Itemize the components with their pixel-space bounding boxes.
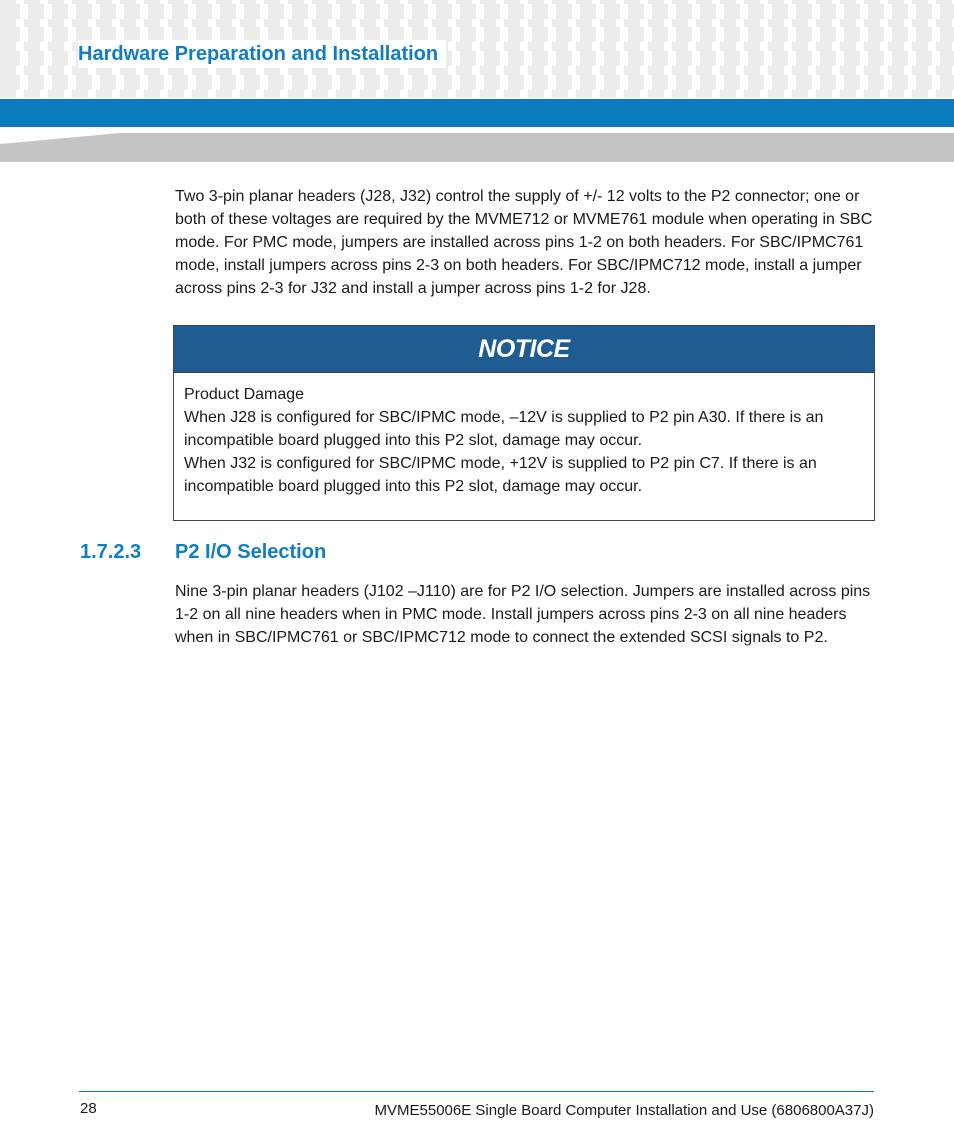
notice-line: When J32 is configured for SBC/IPMC mode, +12V is supplied to P2 pin C7. If there is an incompatible board plugged into this P2 slot, damage may occur. — [184, 455, 817, 495]
notice-body — [174, 373, 874, 508]
pattern-row — [4, 75, 954, 90]
notice-header — [174, 326, 874, 373]
header-blue-bar — [0, 99, 954, 127]
pattern-row — [4, 4, 954, 19]
section-number: 1.7.2.3 — [80, 541, 142, 563]
header-section-title: Hardware Preparation and Installation — [78, 40, 446, 68]
header-gray-wedge — [0, 130, 954, 162]
notice-label: NOTICE — [478, 334, 570, 363]
section-paragraph: Nine 3-pin planar headers (J102 –J110) are for P2 I/O selection. Jumpers are installed across pins 1-2 on all nine headers when in PMC mode. Install jumpers across pins 2-3 on all nine headers when in SBC/IPMC761 or SBC/IPMC712 mode to connect the extended SCSI signals to P2. — [175, 583, 871, 646]
document-title: MVME55006E Single Board Computer Installation and Use (6806800A37J) — [374, 1102, 874, 1119]
page-number: 28 — [80, 1100, 97, 1117]
section-title: P2 I/O Selection — [175, 541, 327, 563]
notice-box — [173, 325, 875, 521]
notice-line: When J28 is configured for SBC/IPMC mode, –12V is supplied to P2 pin A30. If there is an incompatible board plugged into this P2 slot, damage may occur. — [184, 409, 824, 449]
intro-paragraph: Two 3-pin planar headers (J28, J32) control the supply of +/- 12 volts to the P2 connector; one or both of these voltages are required by the MVME712 or MVME761 module when operating in SBC mode. For PMC mode, jumpers are installed across pins 1-2 on both headers. For SBC/IPMC761 mode, install jumpers across pins 2-3 on both headers. For SBC/IPMC712 mode, install a jumper across pins 2-3 for J32 and install a jumper across pins 1-2 for J28. — [175, 188, 873, 297]
section-heading — [80, 539, 326, 565]
notice-title: Product Damage — [184, 386, 305, 403]
footer-rule — [79, 1091, 874, 1092]
